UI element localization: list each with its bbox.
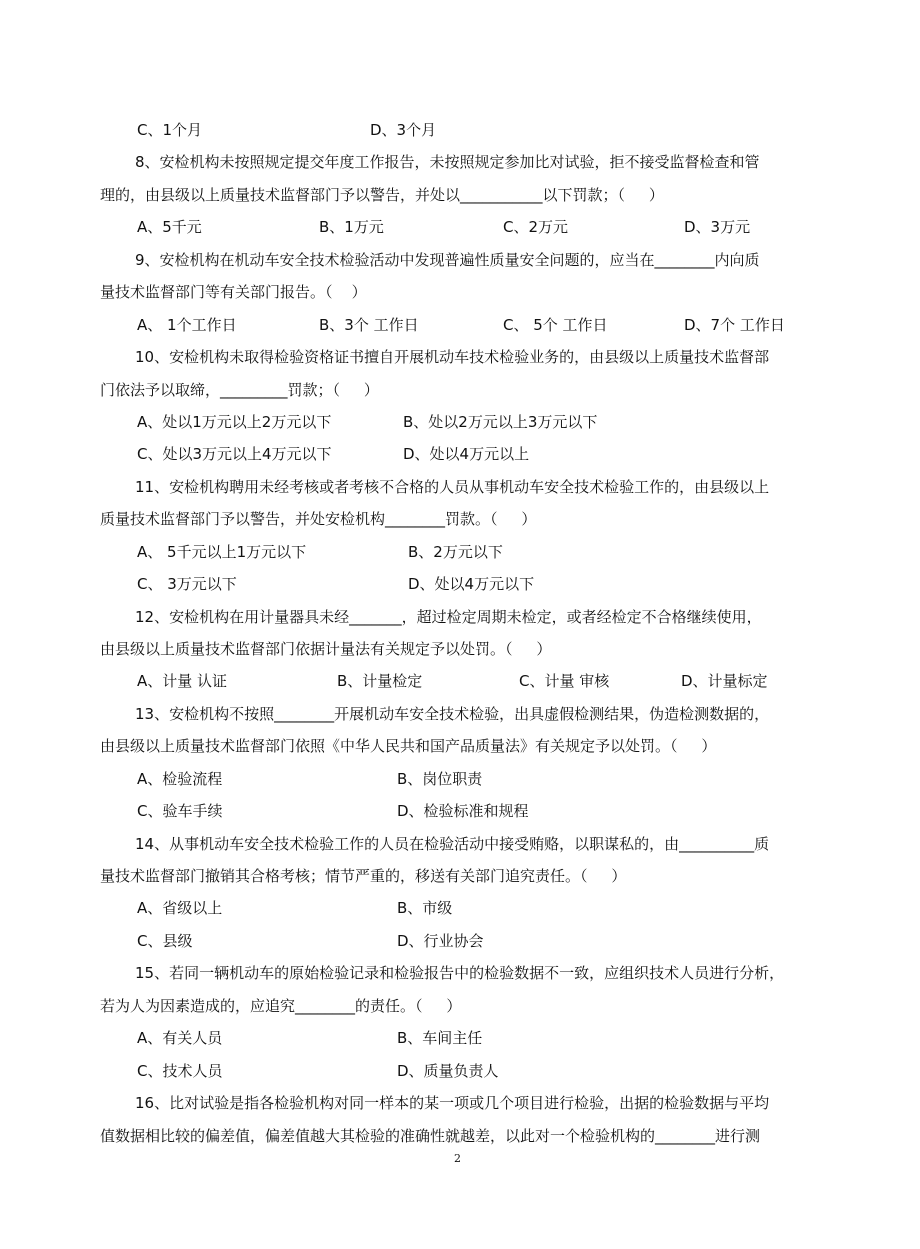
q13-option-c: C、验车手续 bbox=[137, 802, 223, 820]
question-text: 量技术监督部门撤销其合格考核；情节严重的，移送有关部门追究责任。（ ） bbox=[100, 867, 627, 885]
q11-options-row-2 bbox=[0, 568, 920, 600]
question-text: 13、安检机构不按照________开展机动车安全技术检验，出具虚假检测结果，伪造检测数据的， bbox=[135, 705, 770, 723]
q16-text-line1 bbox=[0, 1087, 920, 1119]
q13-option-d: D、检验标准和规程 bbox=[397, 802, 529, 820]
q15-option-a: A、有关人员 bbox=[137, 1029, 223, 1047]
q10-options-row-2 bbox=[0, 438, 920, 470]
q14-options-row-2 bbox=[0, 925, 920, 957]
q11-option-c: C、 3万元以下 bbox=[137, 575, 237, 593]
question-text: 门依法予以取缔，_________罚款；（ ） bbox=[100, 381, 379, 399]
q16-text-line2 bbox=[0, 1120, 920, 1152]
q8-option-d: D、3万元 bbox=[684, 218, 751, 236]
question-text: 8、安检机构未按照规定提交年度工作报告，未按照规定参加比对试验，拒不接受监督检查和管 bbox=[135, 153, 760, 171]
q11-options-row-1 bbox=[0, 536, 920, 568]
question-text: 9、安检机构在机动车安全技术检验活动中发现普遍性质量安全问题的，应当在________内向质 bbox=[135, 251, 760, 269]
q12-options-row bbox=[0, 665, 920, 697]
q14-text-line2 bbox=[0, 860, 920, 892]
q13-text-line1 bbox=[0, 698, 920, 730]
q11-option-a: A、 5千元以上1万元以下 bbox=[137, 543, 307, 561]
q12-option-c: C、计量 审核 bbox=[519, 672, 610, 690]
q12-option-b: B、计量检定 bbox=[337, 672, 423, 690]
question-text: 15、若同一辆机动车的原始检验记录和检验报告中的检验数据不一致，应组织技术人员进行分析， bbox=[135, 964, 785, 982]
q13-options-row-2 bbox=[0, 795, 920, 827]
q9-option-c: C、 5个 工作日 bbox=[503, 316, 608, 334]
q15-option-c: C、技术人员 bbox=[137, 1062, 223, 1080]
q12-text-line2 bbox=[0, 633, 920, 665]
q9-text-line2 bbox=[0, 276, 920, 308]
q10-option-c: C、处以3万元以上4万元以下 bbox=[137, 445, 332, 463]
q13-option-b: B、岗位职责 bbox=[397, 770, 483, 788]
q10-option-d: D、处以4万元以上 bbox=[403, 445, 530, 463]
q11-option-d: D、处以4万元以下 bbox=[408, 575, 535, 593]
q10-text-line1 bbox=[0, 341, 920, 373]
q8-option-b: B、1万元 bbox=[319, 218, 384, 236]
question-text: 14、从事机动车安全技术检验工作的人员在检验活动中接受贿赂，以职谋私的，由__________质 bbox=[135, 835, 770, 853]
question-text: 由县级以上质量技术监督部门依照《中华人民共和国产品质量法》有关规定予以处罚。（ ） bbox=[100, 737, 717, 755]
q9-text-line1 bbox=[0, 244, 920, 276]
q11-text-line1 bbox=[0, 471, 920, 503]
q8-options-row bbox=[0, 211, 920, 243]
q14-option-a: A、省级以上 bbox=[137, 899, 223, 917]
q11-option-b: B、2万元以下 bbox=[408, 543, 503, 561]
q12-option-d: D、计量标定 bbox=[681, 672, 768, 690]
q15-text-line2 bbox=[0, 990, 920, 1022]
question-text: 由县级以上质量技术监督部门依据计量法有关规定予以处罚。（ ） bbox=[100, 640, 552, 658]
q9-option-b: B、3个 工作日 bbox=[319, 316, 419, 334]
q13-option-a: A、检验流程 bbox=[137, 770, 223, 788]
q10-text-line2 bbox=[0, 374, 920, 406]
q13-options-row-1 bbox=[0, 763, 920, 795]
q10-option-b: B、处以2万元以上3万元以下 bbox=[403, 413, 598, 431]
q14-option-b: B、市级 bbox=[397, 899, 453, 917]
q9-option-a: A、 1个工作日 bbox=[137, 316, 237, 334]
q8-option-c: C、2万元 bbox=[503, 218, 569, 236]
q14-option-c: C、县级 bbox=[137, 932, 193, 950]
question-text: 质量技术监督部门予以警告，并处安检机构________罚款。（ ） bbox=[100, 510, 537, 528]
question-text: 值数据相比较的偏差值，偏差值越大其检验的准确性就越差，以此对一个检验机构的________进行测 bbox=[100, 1127, 761, 1145]
question-text: 16、比对试验是指各检验机构对同一样本的某一项或几个项目进行检验，出据的检验数据与平均 bbox=[135, 1094, 770, 1112]
q10-option-a: A、处以1万元以上2万元以下 bbox=[137, 413, 332, 431]
q9-option-d: D、7个 工作日 bbox=[684, 316, 785, 334]
q8-option-a: A、5千元 bbox=[137, 218, 202, 236]
question-text: 11、安检机构聘用未经考核或者考核不合格的人员从事机动车安全技术检验工作的，由县级以上 bbox=[135, 478, 770, 496]
q7-option-c: C、1个月 bbox=[137, 121, 203, 139]
q15-option-d: D、质量负责人 bbox=[397, 1062, 499, 1080]
q11-text-line2 bbox=[0, 503, 920, 535]
q9-options-row bbox=[0, 309, 920, 341]
q7-options-row bbox=[0, 114, 920, 146]
question-text: 量技术监督部门等有关部门报告。（ ） bbox=[100, 283, 367, 301]
question-text: 10、安检机构未取得检验资格证书擅自开展机动车技术检验业务的，由县级以上质量技术监督部 bbox=[135, 348, 770, 366]
question-text: 若为人为因素造成的，应追究________的责任。（ ） bbox=[100, 997, 462, 1015]
question-text: 12、安检机构在用计量器具未经_______，超过检定周期未检定，或者经检定不合格继续使用， bbox=[135, 608, 762, 626]
q15-options-row-2 bbox=[0, 1055, 920, 1087]
question-text: 理的，由县级以上质量技术监督部门予以警告，并处以___________以下罚款；（ ） bbox=[100, 186, 664, 204]
q12-text-line1 bbox=[0, 601, 920, 633]
q8-text-line2 bbox=[0, 179, 920, 211]
q14-option-d: D、行业协会 bbox=[397, 932, 484, 950]
q15-option-b: B、车间主任 bbox=[397, 1029, 483, 1047]
q13-text-line2 bbox=[0, 730, 920, 762]
q12-option-a: A、计量 认证 bbox=[137, 672, 228, 690]
q10-options-row-1 bbox=[0, 406, 920, 438]
q7-option-d: D、3个月 bbox=[370, 121, 437, 139]
q15-text-line1 bbox=[0, 957, 920, 989]
page-number: 2 bbox=[454, 1152, 461, 1165]
q14-text-line1 bbox=[0, 828, 920, 860]
q15-options-row-1 bbox=[0, 1022, 920, 1054]
q8-text-line1 bbox=[0, 146, 920, 178]
q14-options-row-1 bbox=[0, 892, 920, 924]
